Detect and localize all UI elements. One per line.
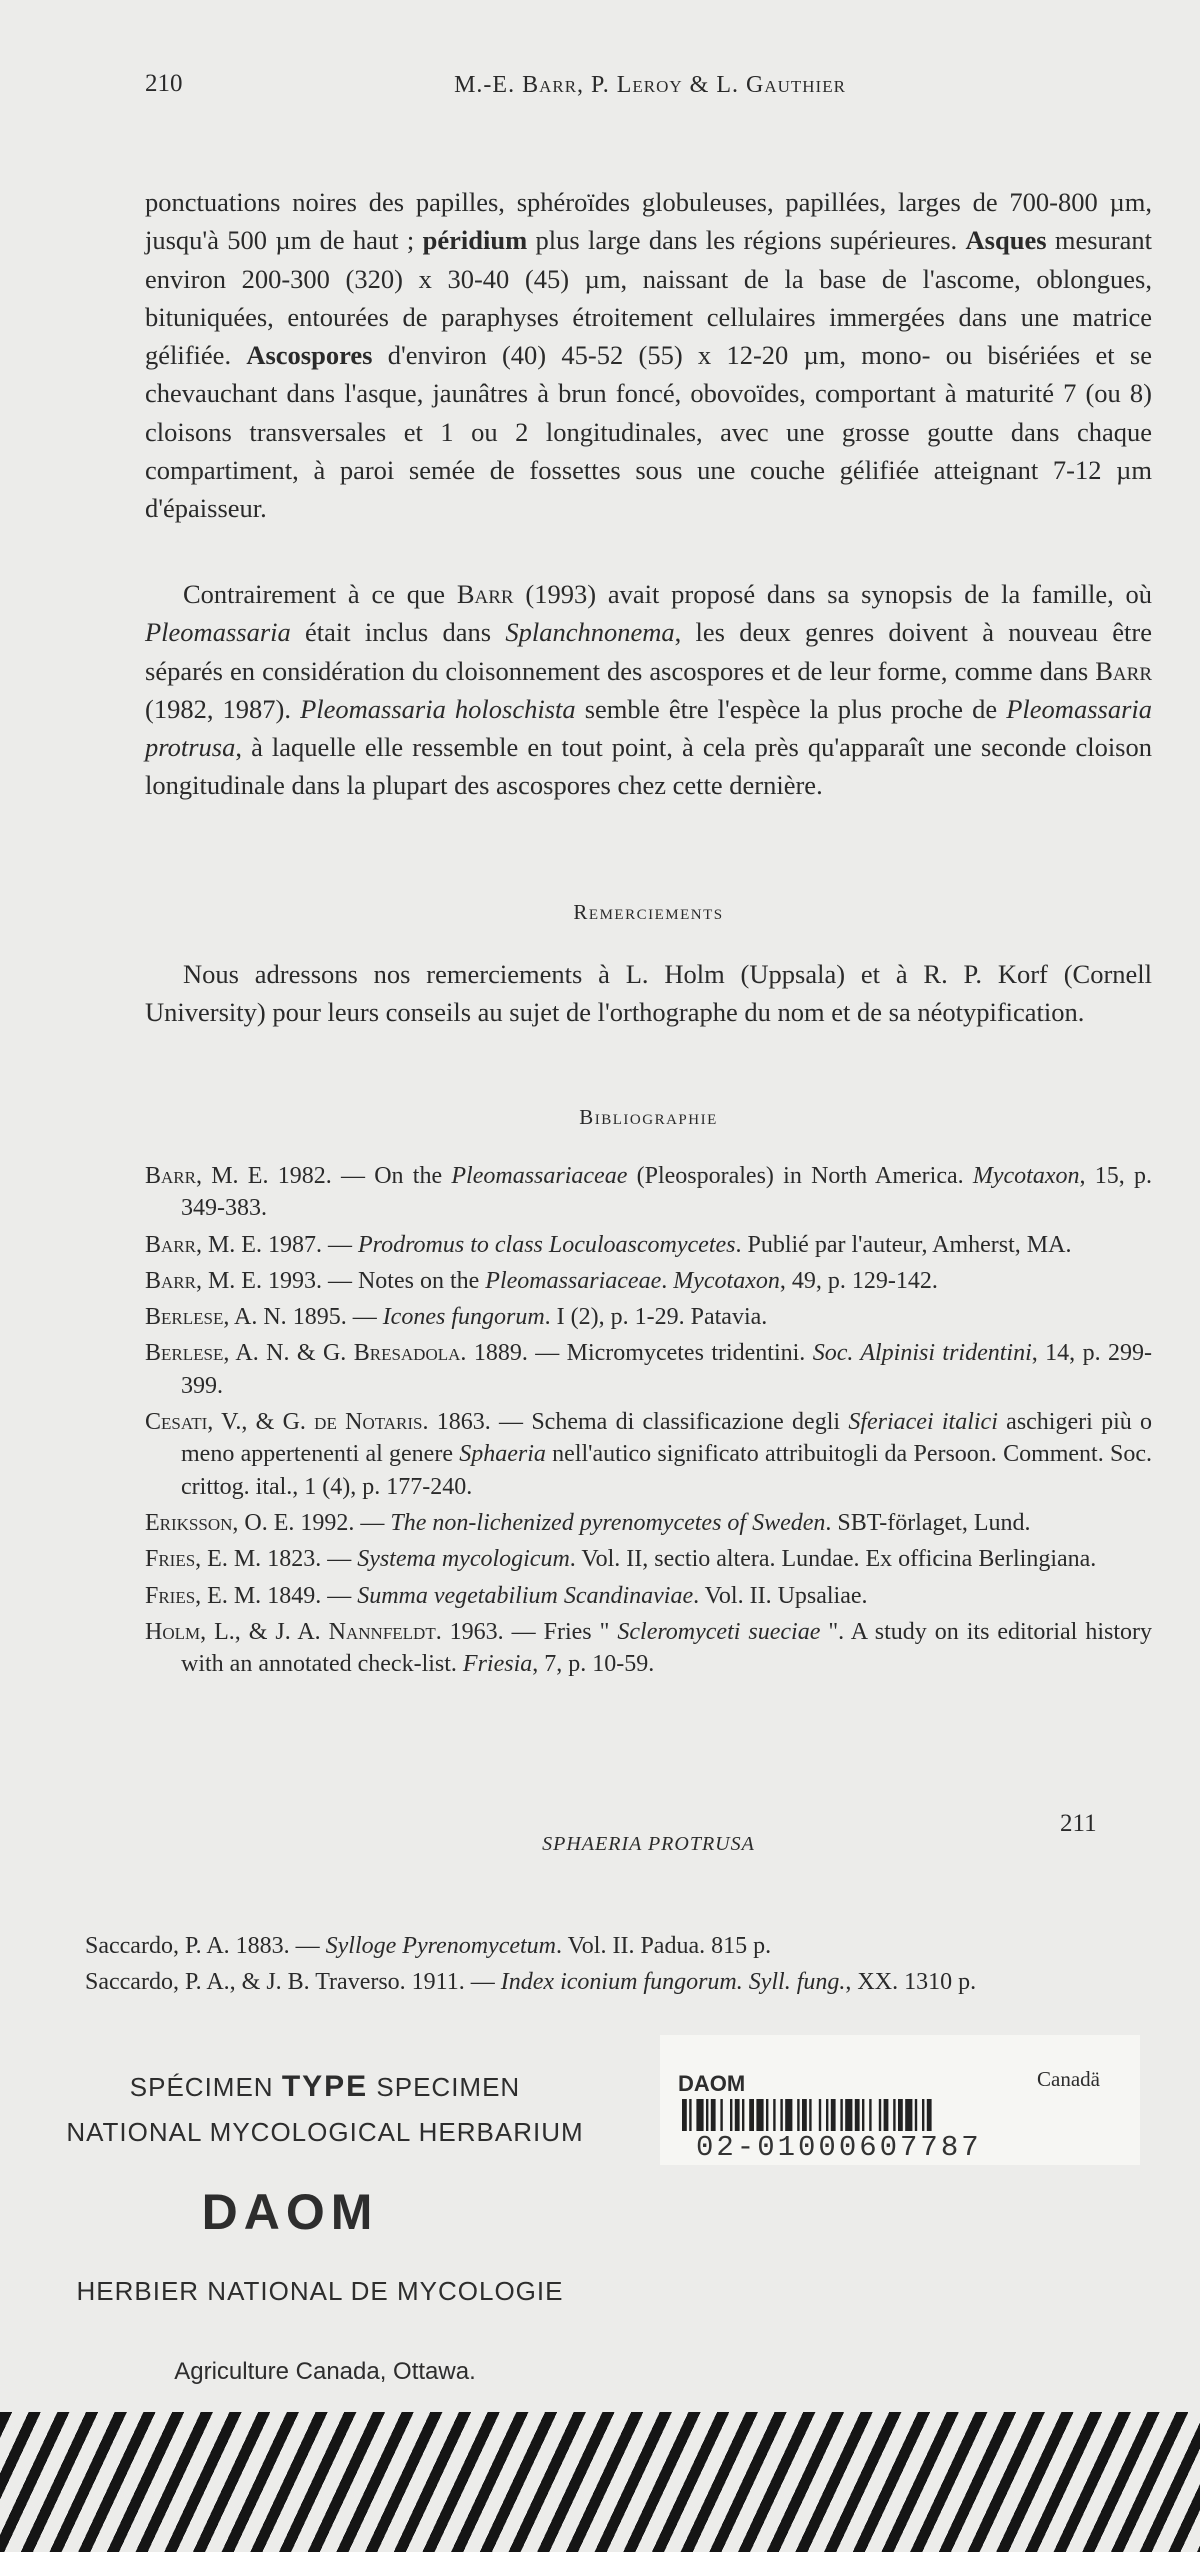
specimen-label-fr: SPÉCIMEN (129, 2072, 282, 2102)
text-run: , à laquelle elle ressemble en tout point, à cela près qu'apparaît une seconde cloison longitudinale dans la plupart des ascospores chez cette dernière. (145, 732, 1152, 801)
reference-text: . SBT-förlaget, Lund. (825, 1509, 1031, 1536)
taxon-name: Pleomassaria (145, 617, 291, 648)
reference-text: 1963. — Fries " (441, 1618, 618, 1645)
reference-item (145, 1265, 1152, 1297)
bibliography-list (145, 1160, 1152, 1684)
reference-author: Barr, M. E. (145, 1267, 262, 1294)
reference-text: 1895. — (286, 1304, 383, 1331)
reference-text: 1911. — (405, 1969, 501, 1995)
discussion-paragraph (145, 575, 1152, 805)
reference-item (145, 1616, 1152, 1681)
reference-author: Fries, E. M. (145, 1546, 262, 1573)
text-run: plus large dans les régions supérieures. (527, 225, 966, 256)
text-run: semble être l'espèce la plus proche de (575, 693, 1007, 724)
text-run: d'environ (40) 45-52 (55) x 12-20 µm, mono- ou bisériées et se chevauchant dans l'asque, jaunâtres à brun foncé, obovoïdes, comportant à maturité 7 (ou 8) cloisons transversales et 1 ou 2 longitudinales, avec une grosse goutte dans chaque compartiment, à paroi semée de fossettes sous une couche gélifiée atteignant 7-12 µm d'épaisseur. (145, 340, 1152, 524)
canada-wordmark: Canadä (1037, 2067, 1100, 2091)
barcode-bar (696, 2099, 703, 2131)
reference-text: aschigeri più o meno appertenenti al genere (181, 1409, 1153, 1468)
barcode-bar (845, 2099, 852, 2131)
barcode-bar (785, 2099, 792, 2131)
barcode-bar (855, 2099, 860, 2131)
page-number: 210 (145, 70, 183, 97)
reference-title: The non-lichenized pyrenomycetes of Sweden (390, 1509, 826, 1536)
reference-text: 1849. — (261, 1582, 358, 1609)
text-run: (1993) avait proposé dans sa synopsis de la famille, où (513, 579, 1153, 609)
barcode-bar (711, 2099, 716, 2131)
reference-text: , 15, p. 349-383. (181, 1163, 1153, 1222)
barcode-bar (915, 2099, 917, 2131)
barcode-bar (826, 2099, 828, 2131)
reference-text: , 49, p. 129-142. (779, 1267, 938, 1294)
barcode-bar (756, 2099, 763, 2131)
barcode-bar (893, 2099, 895, 2131)
daom-title: DAOM (201, 2184, 379, 2240)
reference-title: Scleromyceti sueciae (617, 1618, 821, 1645)
page-header (145, 70, 1155, 110)
reference-text: ". A study on its editorial history with an annotated check-list. (181, 1618, 1152, 1678)
author-name: Barr (456, 579, 514, 609)
reference-item (145, 1406, 1152, 1503)
reference-item (145, 1301, 1152, 1333)
reference-title: Index iconium fungorum. Syll. fung. (500, 1969, 846, 1995)
reference-author: Saccardo, P. A., & J. B. Traverso. (85, 1969, 406, 1995)
barcode-bar (742, 2099, 744, 2131)
reference-text: . (661, 1267, 674, 1294)
description-paragraph (145, 183, 1152, 528)
reference-text: 1823. — (261, 1546, 358, 1573)
remerciements-title: Remerciements (573, 900, 724, 924)
reference-journal: Friesia (462, 1651, 533, 1678)
reference-title: Soc. Alpinisi tridentini (812, 1340, 1032, 1367)
reference-journal: Sphaeria (459, 1441, 546, 1468)
barcode-bar (840, 2099, 842, 2131)
bold-term-asques: Asques (965, 225, 1047, 256)
taxon-name: Splanchnonema (505, 617, 675, 648)
reference-item (85, 1930, 1105, 1962)
reference-text: , XX. 1310 p. (845, 1969, 977, 1995)
reference-author: Fries, E. M. (145, 1582, 262, 1609)
running-head: SPHAERIA PROTRUSA (542, 1833, 755, 1855)
remerciements-text: Nous adressons nos remerciements à L. Holm (Uppsala) et à R. P. Korf (Cornell University) pour leurs conseils au sujet de l'orthographe du nom et de sa néotypification. (145, 959, 1152, 1028)
page-number-211: 211 (1060, 1810, 1097, 1837)
barcode-bar (927, 2099, 932, 2131)
reference-author: Holm, L., & J. A. Nannfeldt. (145, 1618, 442, 1645)
reference-author: Saccardo, P. A. (85, 1933, 230, 1959)
specimen-label-en: SPECIMEN (368, 2072, 521, 2102)
reference-text: 1889. — Micromycetes tridentini. (466, 1340, 813, 1367)
reference-text: . I (2), p. 1-29. Patavia. (544, 1304, 768, 1331)
reference-item (145, 1229, 1152, 1261)
bibliographie-title: Bibliographie (579, 1105, 718, 1129)
reference-text: , 7, p. 10-59. (532, 1651, 655, 1678)
reference-author: Eriksson, O. E. (145, 1509, 295, 1536)
barcode-number: 02-01000607787 (696, 2131, 982, 2164)
reference-text: (Pleosporales) in North America. (627, 1163, 973, 1189)
reference-text: 1863. — Schema di classificazione degli (428, 1409, 849, 1436)
taxon-name: Pleomassaria protrusa (145, 693, 1152, 763)
reference-text: . Vol. II. Padua. 815 p. (556, 1933, 772, 1959)
barcode-bar (720, 2099, 722, 2131)
bibliography-continued (85, 1930, 1105, 2002)
reference-journal: Mycotaxon (972, 1163, 1080, 1189)
barcode-bar (780, 2099, 782, 2131)
text-run: mesurant environ 200-300 (320) x 30-40 (45) µm, naissant de la base de l'ascome, oblongues, bituniquées, entourées de paraphyses étroitement cellulaires immergées dans une matrice gélifiée. (145, 225, 1153, 371)
barcode-bar (869, 2099, 871, 2131)
reference-text: . Vol. II. Upsaliae. (693, 1582, 868, 1609)
reference-title: Pleomassariaceae (451, 1163, 628, 1189)
reference-item (145, 1337, 1152, 1402)
bold-term-ascospores: Ascospores (246, 340, 373, 371)
reference-item (85, 1966, 1105, 1998)
running-authors: M.-E. Barr, P. Leroy & L. Gauthier (454, 72, 846, 98)
barcode-bar (898, 2099, 903, 2131)
herbarium-name-fr: HERBIER NATIONAL DE MYCOLOGIE (76, 2276, 564, 2306)
text-run: était inclus dans (290, 617, 506, 648)
reference-item (145, 1507, 1152, 1539)
reference-title: Sferiacei italici (848, 1409, 998, 1436)
taxon-name: Pleomassaria holoschista (300, 693, 576, 724)
text-run: Contrairement à ce que (183, 579, 457, 609)
barcode-bar (905, 2099, 912, 2131)
barcode-bar (802, 2099, 807, 2131)
institution-location: Agriculture Canada, Ottawa. (174, 2358, 476, 2385)
specimen-type-line (0, 2070, 650, 2104)
barcode-bar (766, 2099, 768, 2131)
barcode-bar (689, 2099, 691, 2131)
barcode-bar (884, 2099, 889, 2131)
reference-author: Berlese, A. N. (145, 1304, 287, 1331)
barcode-bar (773, 2099, 775, 2131)
reference-journal: Mycotaxon (673, 1267, 780, 1294)
reference-author: Cesati, V., & G. de Notaris. (145, 1409, 429, 1436)
barcode-icon (680, 2099, 1100, 2131)
reference-title: Systema mycologicum (357, 1546, 570, 1573)
reference-title: Sylloge Pyrenomycetum (325, 1933, 556, 1959)
reference-text: 1992. — (294, 1509, 391, 1536)
barcode-bar (862, 2099, 864, 2131)
barcode-label (660, 2035, 1140, 2165)
text-run: ponctuations noires des papilles, sphéroïdes globuleuses, papillées, larges de 700-800 µm, jusqu'à 500 µm de haut ; (145, 187, 1152, 256)
reference-text: 1993. — Notes on the (261, 1267, 486, 1294)
reference-text: . Vol. II, sectio altera. Lundae. Ex officina Berlingiana. (569, 1546, 1097, 1573)
reference-text: , 14, p. 299-399. (181, 1340, 1152, 1399)
reference-title: Prodromus to class Loculoascomycetes (357, 1231, 736, 1258)
reference-text: 1987. — (261, 1231, 358, 1258)
barcode-bar (879, 2099, 881, 2131)
barcode-bar (749, 2099, 754, 2131)
reference-title: Summa vegetabilium Scandinaviae (357, 1582, 694, 1609)
text-run: , les deux genres doivent à nouveau être séparés en considération du cloisonnement des ascospores et de leur forme, comme dans (145, 617, 1152, 686)
barcode-bar (735, 2099, 740, 2131)
barcode-bar (922, 2099, 924, 2131)
label-daom: DAOM (678, 2071, 746, 2096)
barcode-bar (797, 2099, 799, 2131)
barcode-bar (831, 2099, 836, 2131)
reference-item (145, 1580, 1152, 1612)
reference-author: Barr, M. E. (145, 1163, 269, 1189)
barcode-bar (819, 2099, 821, 2131)
type-label: TYPE (281, 2070, 369, 2103)
barcode-bar (682, 2099, 687, 2131)
reference-title: Pleomassariaceae (485, 1267, 662, 1294)
barcode-bar (730, 2099, 732, 2131)
reference-item (145, 1543, 1152, 1575)
reference-author: Berlese, A. N. & G. Bresadola. (145, 1340, 467, 1367)
reference-item (145, 1160, 1152, 1225)
bold-term-peridium: péridium (422, 225, 528, 256)
reference-title: Icones fungorum (382, 1304, 545, 1331)
hatched-border (0, 2412, 1200, 2552)
reference-text: . Publié par l'auteur, Amherst, MA. (735, 1231, 1072, 1258)
herbarium-name-en: NATIONAL MYCOLOGICAL HERBARIUM (66, 2117, 584, 2147)
text-run: (1982, 1987). (145, 693, 301, 724)
barcode-bar (706, 2099, 708, 2131)
reference-text: 1982. — On the (268, 1163, 452, 1189)
reference-text: 1883. — (229, 1933, 326, 1959)
reference-text: nell'autico significato attribuitogli da Persoon. Comment. Soc. crittog. ital., 1 (4), p. 177-240. (181, 1441, 1152, 1500)
author-name: Barr (1095, 655, 1152, 686)
barcode-bar (809, 2099, 811, 2131)
reference-author: Barr, M. E. (145, 1231, 262, 1258)
